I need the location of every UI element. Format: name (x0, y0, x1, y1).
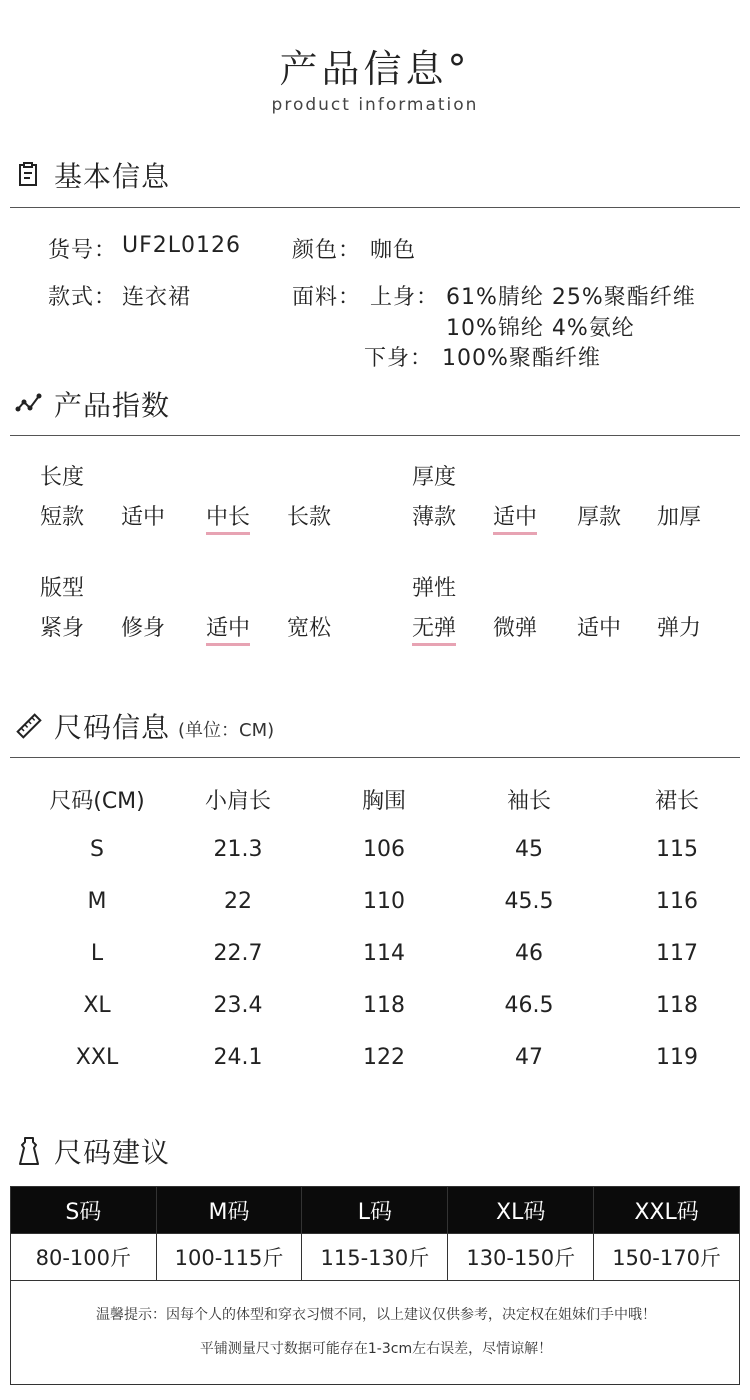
divider (10, 207, 740, 208)
index-option-selected: 无弹 (412, 611, 456, 646)
size-cell: 116 (656, 889, 698, 914)
index-option: 微弹 (493, 616, 538, 641)
section-title-basic: 基本信息 (54, 160, 171, 193)
lower-composition: 100%聚酯纤维 (442, 346, 601, 371)
size-cell: 46.5 (504, 993, 554, 1018)
index-option: 厚款 (577, 505, 622, 530)
suggestion-weight: 130-150斤 (448, 1234, 594, 1281)
color-value: 咖色 (370, 238, 417, 263)
size-cell: 46 (515, 941, 543, 966)
section-title-suggest: 尺码建议 (54, 1136, 171, 1169)
tip-text: 温馨提示：因每个人的体型和穿衣习惯不同，以上建议仅供参考，决定权在姐妹们手中哦！ (96, 1307, 656, 1323)
section-header-suggest (14, 1131, 170, 1171)
size-col-header: 裙长 (654, 789, 699, 814)
size-col-header: 袖长 (506, 789, 551, 814)
size-cell: 45.5 (504, 889, 554, 914)
page-subtitle: product information (271, 95, 479, 115)
index-group-title-thickness: 厚度 (412, 465, 457, 490)
ruler-icon (14, 711, 44, 741)
fabric-label: 面料： (292, 285, 362, 310)
index-option: 弹力 (657, 616, 702, 641)
suggestion-weight: 115-130斤 (302, 1234, 448, 1281)
suggestion-weight: 100-115斤 (156, 1234, 302, 1281)
size-cell: 24.1 (213, 1045, 263, 1070)
size-cell: 118 (656, 993, 698, 1018)
size-cell: S (90, 837, 104, 862)
section-title-index: 产品指数 (54, 389, 171, 422)
index-option: 修身 (121, 616, 166, 641)
style-label: 款式： (48, 285, 118, 310)
size-col-header: 小肩长 (204, 789, 271, 814)
tips-box (10, 1280, 740, 1385)
index-option-selected: 适中 (206, 611, 250, 646)
size-suggestion-table (10, 1186, 740, 1281)
upper-composition-2: 10%锦纶 4%氨纶 (446, 316, 635, 341)
size-cell: 118 (363, 993, 405, 1018)
item-no-value: UF2L0126 (122, 233, 241, 258)
size-cell: 117 (656, 941, 698, 966)
size-cell: XL (83, 993, 111, 1018)
size-unit-note: (单位：CM) (178, 720, 275, 741)
size-cell: 21.3 (213, 837, 263, 862)
suggestion-weight: 80-100斤 (11, 1234, 157, 1281)
size-cell: XXL (75, 1045, 119, 1070)
size-cell: 106 (363, 837, 405, 862)
suggestion-size: S码 (11, 1187, 157, 1234)
size-cell: 110 (363, 889, 405, 914)
style-value: 连衣裙 (122, 285, 192, 310)
section-header-index (14, 384, 170, 424)
divider (10, 757, 740, 758)
suggestion-size: L码 (302, 1187, 448, 1234)
section-title-size: 尺码信息 (54, 711, 171, 744)
index-option-selected: 适中 (493, 500, 537, 535)
size-cell: 115 (656, 837, 698, 862)
dress-icon (14, 1136, 44, 1166)
divider (10, 435, 740, 436)
size-cell: M (87, 889, 107, 914)
suggestion-size: XXL码 (594, 1187, 740, 1234)
index-option: 长款 (287, 505, 332, 530)
index-group-title-length: 长度 (40, 465, 85, 490)
size-cell: L (90, 941, 104, 966)
clipboard-icon (14, 160, 44, 190)
item-no-label: 货号： (48, 238, 118, 263)
section-header-basic (14, 155, 170, 195)
suggestion-weight: 150-170斤 (594, 1234, 740, 1281)
size-col-header: 胸围 (361, 789, 406, 814)
page-title: 产品信息° (279, 47, 471, 91)
tip-text: 平铺测量尺寸数据可能存在1-3cm左右误差，尽情谅解！ (199, 1341, 553, 1357)
suggestion-size: M码 (156, 1187, 302, 1234)
size-cell: 122 (363, 1045, 405, 1070)
index-option: 宽松 (287, 616, 332, 641)
size-cell: 114 (363, 941, 405, 966)
index-group-title-elasticity: 弹性 (412, 576, 457, 601)
index-option: 薄款 (412, 505, 457, 530)
index-option-selected: 中长 (206, 500, 250, 535)
index-group-title-fit: 版型 (40, 576, 85, 601)
size-cell: 22 (224, 889, 252, 914)
size-cell: 23.4 (213, 993, 263, 1018)
suggestion-header-row (11, 1187, 740, 1234)
upper-composition-1: 61%腈纶 25%聚酯纤维 (446, 285, 696, 310)
lower-label: 下身： (364, 346, 434, 371)
trend-line-icon (14, 389, 44, 419)
index-option: 加厚 (657, 505, 702, 530)
index-option: 适中 (121, 505, 166, 530)
suggestion-weight-row (11, 1234, 740, 1281)
size-cell: 47 (515, 1045, 543, 1070)
color-label: 颜色： (292, 238, 362, 263)
size-cell: 45 (515, 837, 543, 862)
index-option: 短款 (40, 505, 85, 530)
suggestion-size: XL码 (448, 1187, 594, 1234)
size-cell: 22.7 (213, 941, 263, 966)
section-header-size (14, 706, 274, 746)
index-option: 适中 (577, 616, 622, 641)
upper-label: 上身： (370, 285, 440, 310)
size-col-header: 尺码(CM) (49, 789, 145, 814)
size-cell: 119 (656, 1045, 698, 1070)
index-option: 紧身 (40, 616, 85, 641)
